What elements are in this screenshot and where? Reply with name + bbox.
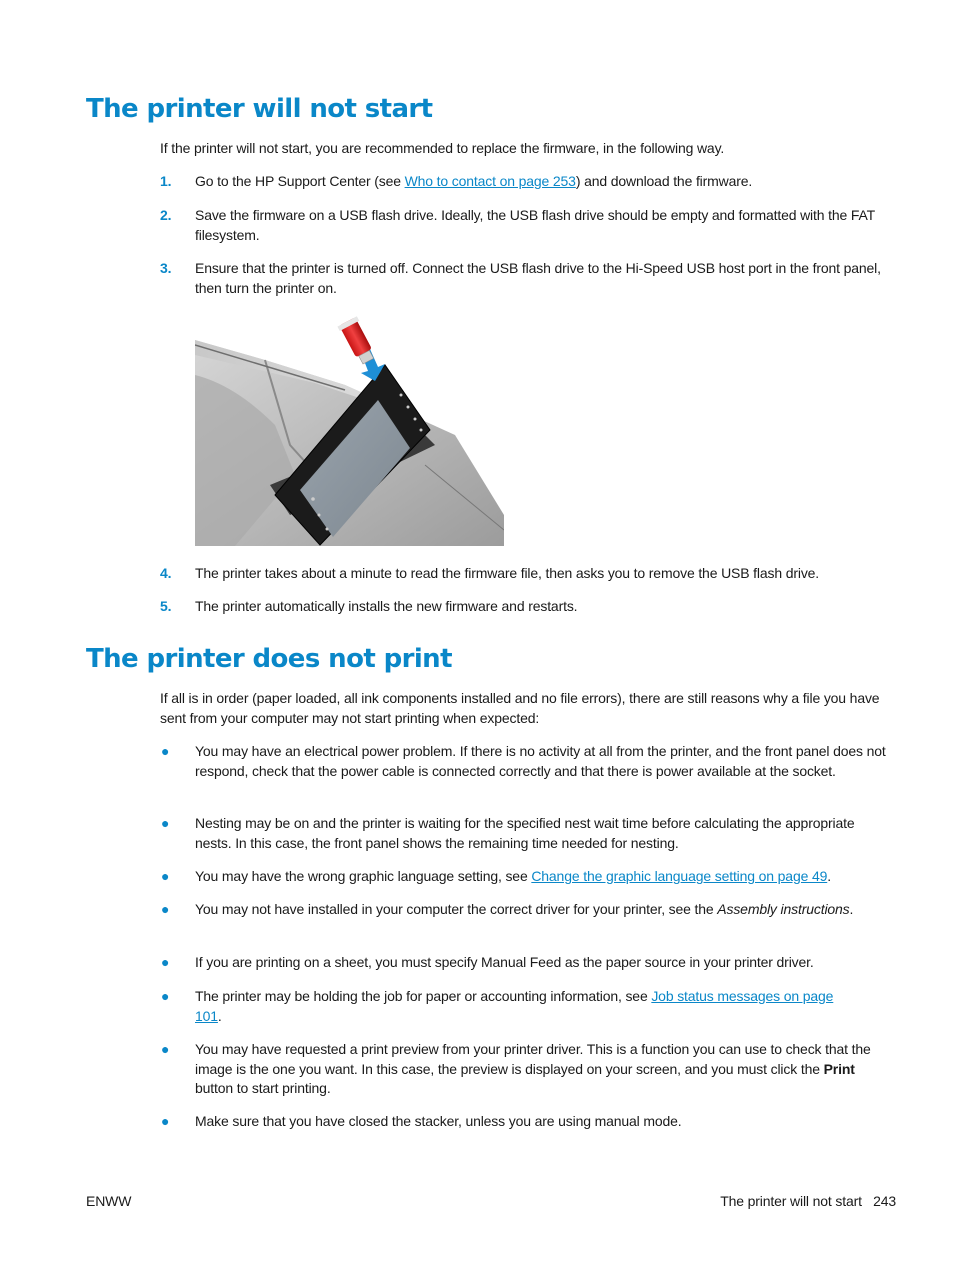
section-title-does-not-print: The printer does not print bbox=[86, 644, 452, 674]
bullet-item: ● You may not have installed in your computer the correct driver for your printer, see the Assembly instructions. bbox=[160, 900, 890, 920]
bullet-icon: ● bbox=[161, 1113, 170, 1129]
section-intro: If the printer will not start, you are recommended to replace the firmware, in the following way. bbox=[160, 140, 725, 156]
step-4: 4. The printer takes about a minute to read the firmware file, then asks you to remove the USB flash drive. bbox=[160, 564, 890, 584]
step-2: 2. Save the firmware on a USB flash drive. Ideally, the USB flash drive should be empty and formatted with the FAT filesystem. bbox=[160, 207, 875, 243]
bullet-icon: ● bbox=[161, 988, 170, 1004]
bullet-icon: ● bbox=[161, 743, 170, 759]
step-number: 1. bbox=[160, 173, 172, 189]
step-number: 5. bbox=[160, 598, 172, 614]
step-1: 1. Go to the HP Support Center (see Who to contact on page 253) and download the firmware. bbox=[160, 172, 890, 192]
link-graphic-language[interactable]: Change the graphic language setting on page 49 bbox=[531, 868, 828, 884]
bullet-item: ● Nesting may be on and the printer is waiting for the specified nest wait time before calculating the appropriate nests. In this case, the front panel shows the remaining time needed for nesting. bbox=[161, 815, 855, 851]
section-intro: If all is in order (paper loaded, all ink components installed and no file errors), there are still reasons why a file you have sent from your computer may not start printing when expected: bbox=[160, 690, 880, 726]
bullet-item: ● You may have an electrical power problem. If there is no activity at all from the printer, and the front panel does not respond, check that the power cable is connected correctly and that there is power available at the socket. bbox=[161, 743, 886, 779]
bullet-icon: ● bbox=[161, 868, 170, 884]
print-button-ref: Print bbox=[823, 1060, 855, 1077]
footer-section-title: The printer will not start bbox=[720, 1193, 862, 1209]
bullet-icon: ● bbox=[161, 1041, 170, 1057]
bullet-item: ● You may have the wrong graphic language setting, see Change the graphic language setting on page 49. bbox=[160, 867, 890, 887]
bullet-icon: ● bbox=[161, 815, 170, 831]
bullet-item: ● You may have requested a print preview from your printer driver. This is a function you can use to check that the image is the one you want. In this case, the preview is displayed on your screen, and you must click the Print button to start printing. bbox=[161, 1041, 871, 1096]
footer-right bbox=[720, 1193, 896, 1209]
bullet-item: ● If you are printing on a sheet, you must specify Manual Feed as the paper source in your printer driver. bbox=[160, 953, 890, 973]
page-number: 243 bbox=[873, 1193, 896, 1209]
link-job-status[interactable]: Job status messages on page 101 bbox=[195, 988, 834, 1024]
link-who-to-contact[interactable]: Who to contact on page 253 bbox=[404, 173, 576, 189]
bullet-icon: ● bbox=[161, 954, 170, 970]
step-3: 3. Ensure that the printer is turned off. Connect the USB flash drive to the Hi-Speed USB host port in the front panel, then turn the printer on. bbox=[160, 260, 881, 296]
bullet-item: ● Make sure that you have closed the stacker, unless you are using manual mode. bbox=[160, 1112, 890, 1132]
footer-left: ENWW bbox=[86, 1193, 132, 1209]
assembly-instructions-ref: Assembly instructions bbox=[717, 901, 850, 917]
bullet-icon: ● bbox=[161, 901, 170, 917]
bullet-item: ● The printer may be holding the job for paper or accounting information, see Job status messages on page 101. bbox=[161, 988, 834, 1024]
step-number: 3. bbox=[160, 260, 172, 276]
step-number: 2. bbox=[160, 207, 172, 223]
step-5: 5. The printer automatically installs the new firmware and restarts. bbox=[160, 597, 890, 617]
step-number: 4. bbox=[160, 565, 172, 581]
usb-front-panel-illustration bbox=[195, 315, 504, 546]
section-title-will-not-start: The printer will not start bbox=[86, 94, 433, 124]
